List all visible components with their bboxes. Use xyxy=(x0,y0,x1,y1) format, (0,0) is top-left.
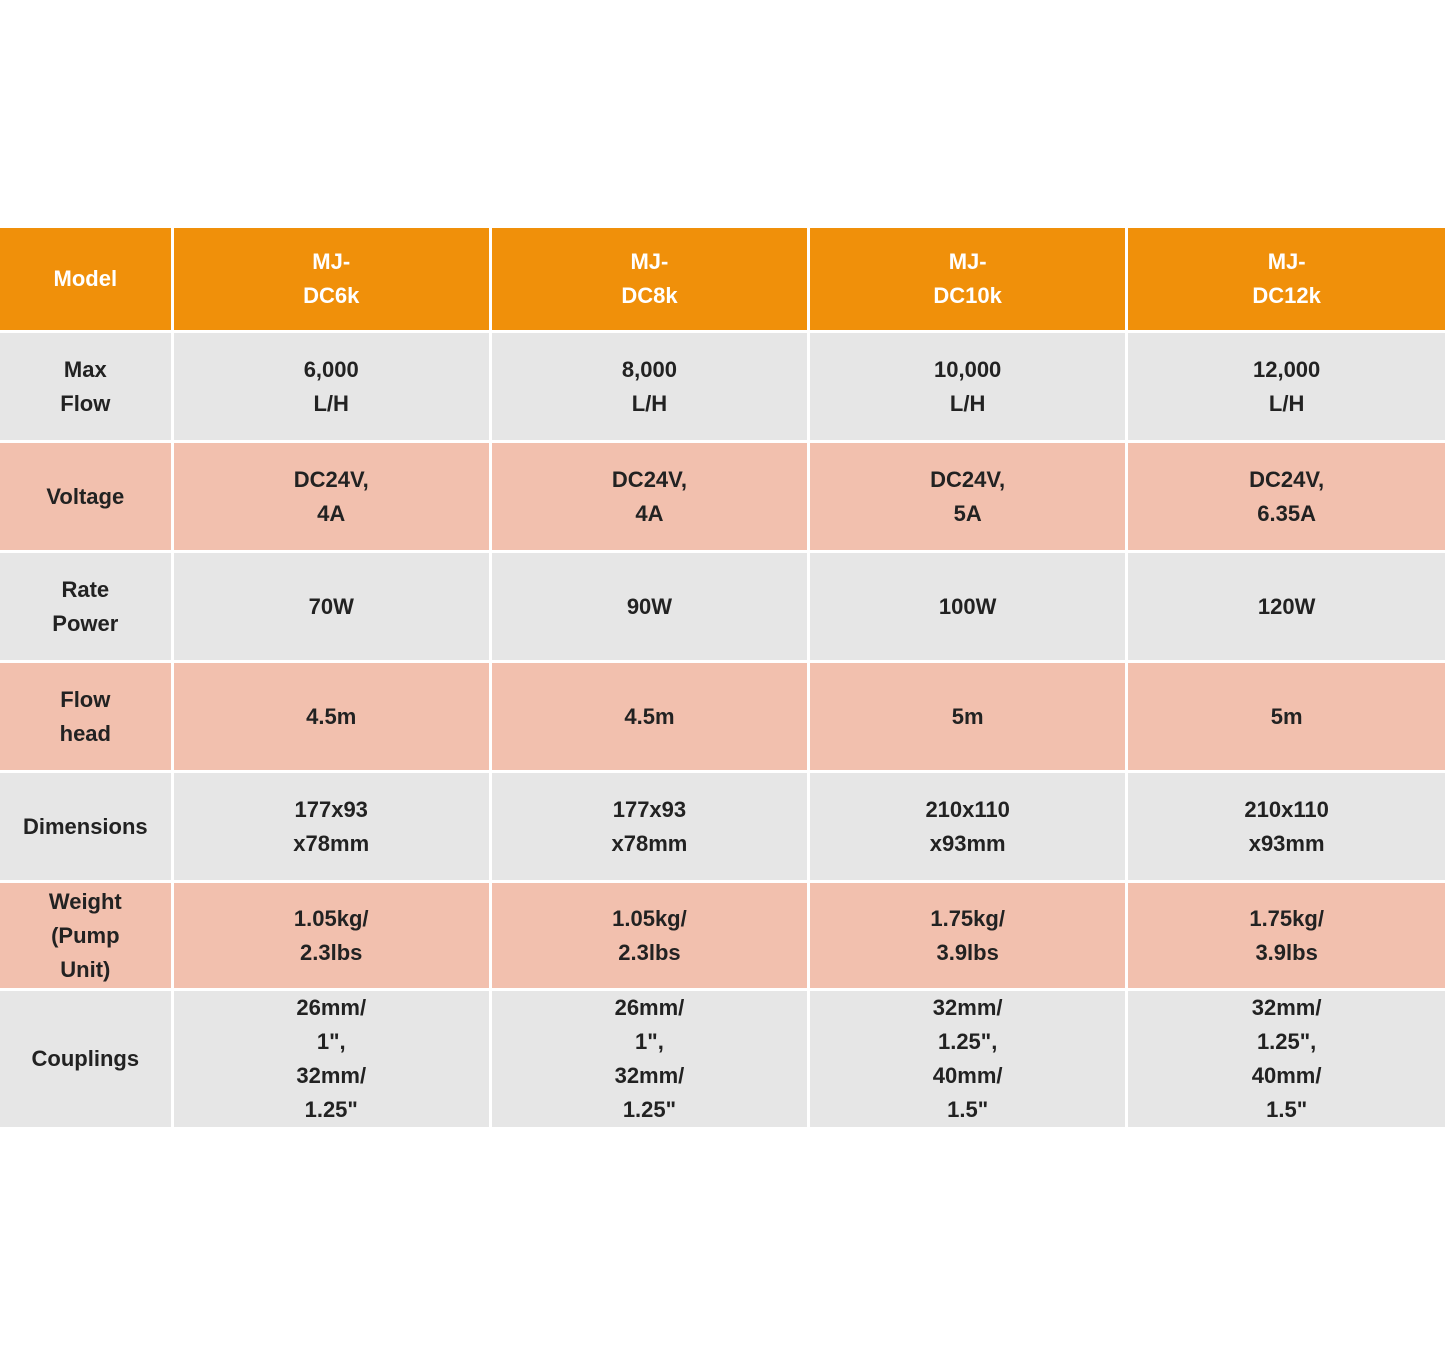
table-cell: DC24V, 4A xyxy=(172,442,490,552)
table-cell: 70W xyxy=(172,552,490,662)
header-model-cell: MJ- DC12k xyxy=(1127,228,1445,332)
header-model-cell: MJ- DC10k xyxy=(809,228,1127,332)
table-cell: 100W xyxy=(809,552,1127,662)
table-cell: DC24V, 5A xyxy=(809,442,1127,552)
table-cell: 4.5m xyxy=(490,662,808,772)
table-cell: 5m xyxy=(809,662,1127,772)
spec-table xyxy=(0,228,1445,1127)
table-cell: 177x93 x78mm xyxy=(172,772,490,882)
row-label: Max Flow xyxy=(0,332,172,442)
table-cell: 32mm/ 1.25", 40mm/ 1.5" xyxy=(809,990,1127,1128)
table-cell: 26mm/ 1", 32mm/ 1.25" xyxy=(490,990,808,1128)
table-row-voltage xyxy=(0,442,1445,552)
table-cell: 26mm/ 1", 32mm/ 1.25" xyxy=(172,990,490,1128)
row-label: Voltage xyxy=(0,442,172,552)
table-cell: 1.75kg/ 3.9lbs xyxy=(1127,882,1445,990)
table-cell: 32mm/ 1.25", 40mm/ 1.5" xyxy=(1127,990,1445,1128)
table-row-couplings xyxy=(0,990,1445,1128)
header-label-model: Model xyxy=(0,228,172,332)
table-cell: 10,000 L/H xyxy=(809,332,1127,442)
table-cell: 1.05kg/ 2.3lbs xyxy=(490,882,808,990)
table-row-flow-head xyxy=(0,662,1445,772)
table-row-dimensions xyxy=(0,772,1445,882)
row-label: Couplings xyxy=(0,990,172,1128)
table-header xyxy=(0,228,1445,332)
table-cell: 8,000 L/H xyxy=(490,332,808,442)
table-cell: 12,000 L/H xyxy=(1127,332,1445,442)
table-cell: 210x110 x93mm xyxy=(1127,772,1445,882)
table-row-max-flow xyxy=(0,332,1445,442)
table-cell: 6,000 L/H xyxy=(172,332,490,442)
table-row-weight xyxy=(0,882,1445,990)
row-label: Dimensions xyxy=(0,772,172,882)
header-model-cell: MJ- DC6k xyxy=(172,228,490,332)
table-cell: 5m xyxy=(1127,662,1445,772)
header-model-cell: MJ- DC8k xyxy=(490,228,808,332)
row-label: Rate Power xyxy=(0,552,172,662)
table-row-rate-power xyxy=(0,552,1445,662)
row-label: Weight (Pump Unit) xyxy=(0,882,172,990)
table-cell: DC24V, 4A xyxy=(490,442,808,552)
table-cell: 120W xyxy=(1127,552,1445,662)
table-cell: 90W xyxy=(490,552,808,662)
table-body xyxy=(0,332,1445,1128)
table-cell: 210x110 x93mm xyxy=(809,772,1127,882)
table-cell: 4.5m xyxy=(172,662,490,772)
table-cell: 1.75kg/ 3.9lbs xyxy=(809,882,1127,990)
row-label: Flow head xyxy=(0,662,172,772)
table-cell: 177x93 x78mm xyxy=(490,772,808,882)
header-row xyxy=(0,228,1445,332)
table-cell: 1.05kg/ 2.3lbs xyxy=(172,882,490,990)
table-cell: DC24V, 6.35A xyxy=(1127,442,1445,552)
